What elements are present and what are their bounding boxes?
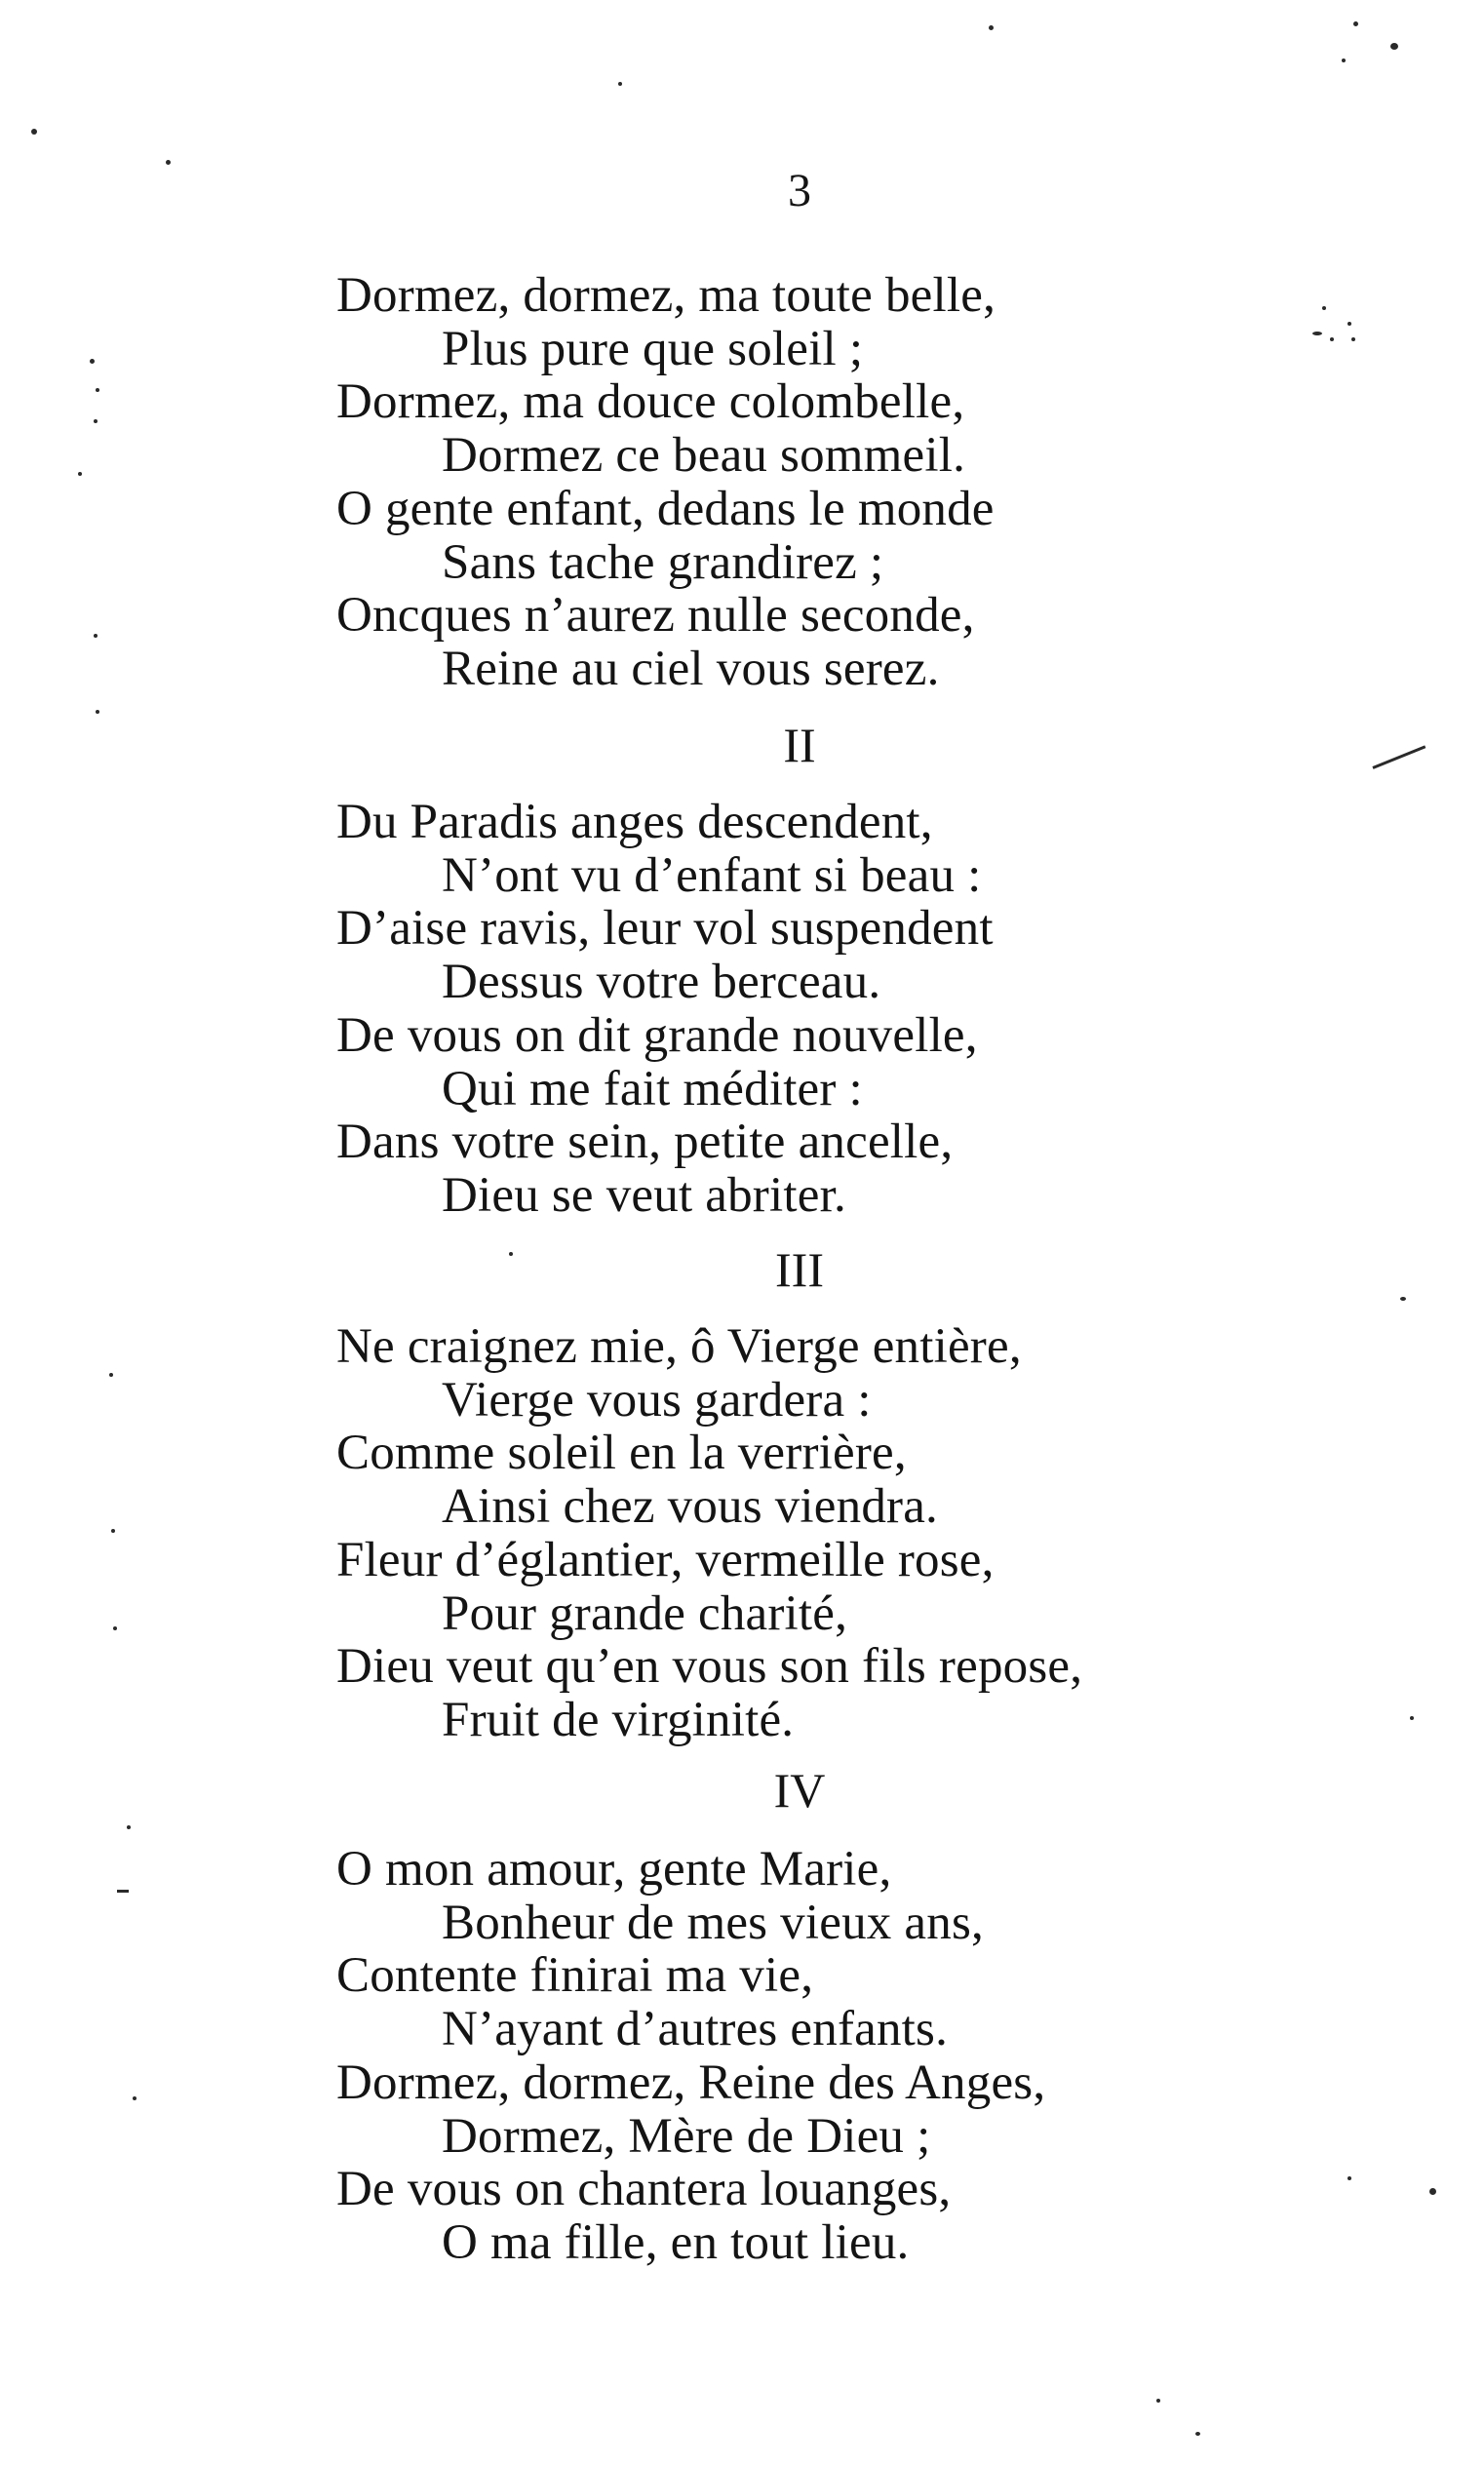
scan-speck — [111, 1529, 115, 1533]
verse-line: Fleur d’églantier, vermeille rose, — [336, 1532, 995, 1587]
scan-speck — [78, 472, 82, 476]
verse-line: Dans votre sein, petite ancelle, — [336, 1115, 954, 1170]
verse-line: Ne craignez mie, ô Vierge entière, — [336, 1319, 1022, 1374]
verse-line: De vous on chantera louanges, — [336, 2162, 952, 2217]
verse-line: Sans tache grandirez ; — [442, 534, 884, 590]
stanza-2 — [336, 796, 1214, 1223]
verse-line: N’ayant d’autres enfants. — [442, 2002, 949, 2057]
scan-speck — [1322, 306, 1326, 310]
verse-line: D’aise ravis, leur vol suspendent — [336, 901, 994, 957]
scan-speck — [109, 1373, 113, 1377]
scan-speck — [94, 634, 98, 638]
scan-speck — [1312, 332, 1322, 335]
scan-speck — [96, 710, 99, 714]
scan-speck — [94, 419, 98, 423]
verse-line: O gente enfant, dedans le monde — [336, 481, 995, 536]
scan-speck — [1342, 59, 1346, 62]
verse-line: Dormez, dormez, Reine des Anges, — [336, 2054, 1046, 2110]
scan-speck — [618, 82, 622, 86]
scan-speck — [1410, 1716, 1414, 1720]
scan-speck — [989, 25, 994, 30]
scan-speck — [31, 129, 37, 135]
verse-line: Dormez, Mère de Dieu ; — [442, 2108, 931, 2164]
verse-line: Pour grande charité, — [442, 1585, 848, 1641]
verse-line: Contente finirai ma vie, — [336, 1948, 814, 2004]
stanza-numeral-4: IV — [773, 1763, 826, 1818]
verse-line: Dieu veut qu’en vous son fils repose, — [336, 1639, 1083, 1695]
stanza-numeral-3: III — [775, 1242, 824, 1297]
scan-speck — [1353, 21, 1358, 26]
verse-line: Dormez, ma douce colombelle, — [336, 374, 965, 430]
scan-speck — [113, 1626, 117, 1630]
verse-line: Vierge vous gardera : — [442, 1372, 872, 1428]
stanza-1 — [336, 269, 1214, 696]
stanza-4 — [336, 1843, 1214, 2270]
verse-line: Bonheur de mes vieux ans, — [442, 1895, 984, 1950]
verse-line: Dessus votre berceau. — [442, 955, 881, 1010]
scan-speck — [96, 388, 99, 392]
scan-speck — [133, 2096, 137, 2100]
scan-speck — [166, 160, 171, 165]
scan-speck — [1156, 2399, 1160, 2403]
scan-speck — [509, 1252, 513, 1256]
scan-mark — [117, 1890, 129, 1893]
page-number: 3 — [788, 165, 811, 216]
scan-speck — [1330, 337, 1334, 341]
scan-speck — [127, 1825, 131, 1829]
scan-speck — [1347, 2176, 1351, 2180]
verse-line: O ma fille, en tout lieu. — [442, 2214, 910, 2270]
verse-line: O mon amour, gente Marie, — [336, 1842, 892, 1897]
scan-speck — [1400, 1297, 1406, 1301]
verse-line: Fruit de virginité. — [442, 1692, 795, 1747]
verse-line: Qui me fait méditer : — [442, 1061, 863, 1116]
stanza-numeral-2: II — [783, 718, 816, 772]
verse-line: Dormez ce beau sommeil. — [442, 428, 966, 484]
verse-line: De vous on dit grande nouvelle, — [336, 1007, 978, 1063]
verse-line: Dormez, dormez, ma toute belle, — [336, 268, 996, 323]
scan-speck — [1347, 322, 1351, 326]
scan-speck — [90, 359, 95, 364]
verse-line: Oncques n’aurez nulle seconde, — [336, 588, 975, 644]
verse-line: Comme soleil en la verrière, — [336, 1426, 907, 1481]
verse-line: N’ont vu d’enfant si beau : — [442, 847, 982, 903]
verse-line: Dieu se veut abriter. — [442, 1167, 846, 1223]
scan-speck — [1351, 337, 1355, 341]
verse-line: Du Paradis anges descendent, — [336, 795, 933, 849]
scan-speck — [1195, 2432, 1200, 2436]
verse-line: Reine au ciel vous serez. — [442, 641, 940, 696]
verse-line: Plus pure que soleil ; — [442, 321, 864, 376]
scan-speck — [1390, 43, 1398, 50]
stanza-3 — [336, 1320, 1214, 1747]
verse-line: Ainsi chez vous viendra. — [442, 1479, 938, 1535]
scan-speck — [1429, 2188, 1436, 2195]
